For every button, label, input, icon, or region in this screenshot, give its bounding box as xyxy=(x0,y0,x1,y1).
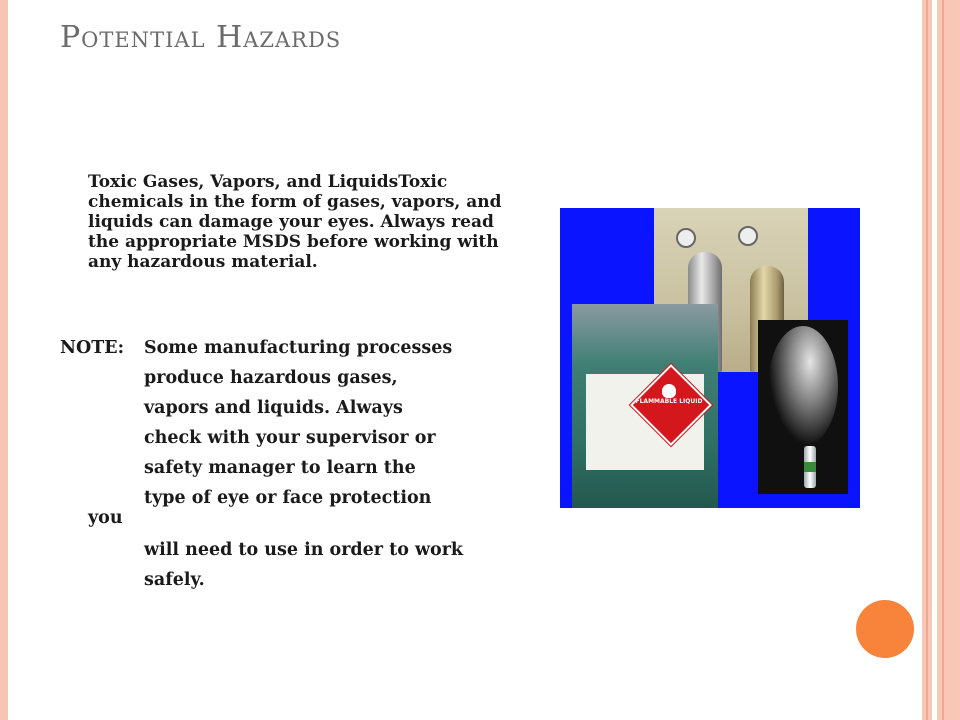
note-line: vapors and liquids. Always xyxy=(144,398,403,418)
note-line: check with your supervisor or xyxy=(144,428,436,448)
slide-title: Potential Hazards xyxy=(60,20,342,55)
note-line: type of eye or face protection xyxy=(144,488,432,508)
accent-circle xyxy=(856,600,914,658)
left-border-rule xyxy=(0,0,8,720)
note-line: you xyxy=(88,508,123,528)
note-line: Some manufacturing processes xyxy=(144,338,453,358)
note-line: produce hazardous gases, xyxy=(144,368,398,388)
flammable-liquid-drum-photo xyxy=(572,304,718,508)
flame-icon xyxy=(662,384,676,398)
right-decorative-band xyxy=(918,0,960,720)
intro-paragraph: Toxic Gases, Vapors, and LiquidsToxic chemicals in the form of gases, vapors, and liquids can damage your eyes. Always read the appropriate MSDS before working with any hazardous material. xyxy=(88,172,502,272)
note-line: safely. xyxy=(144,570,205,590)
hazard-photo-collage xyxy=(560,208,860,508)
placard-text: FLAMMABLE LIQUID xyxy=(635,398,703,405)
note-line: will need to use in order to work xyxy=(144,540,464,560)
note-line: safety manager to learn the xyxy=(144,458,416,478)
note-label: NOTE: xyxy=(60,338,125,358)
aerosol-spray-photo xyxy=(758,320,848,494)
